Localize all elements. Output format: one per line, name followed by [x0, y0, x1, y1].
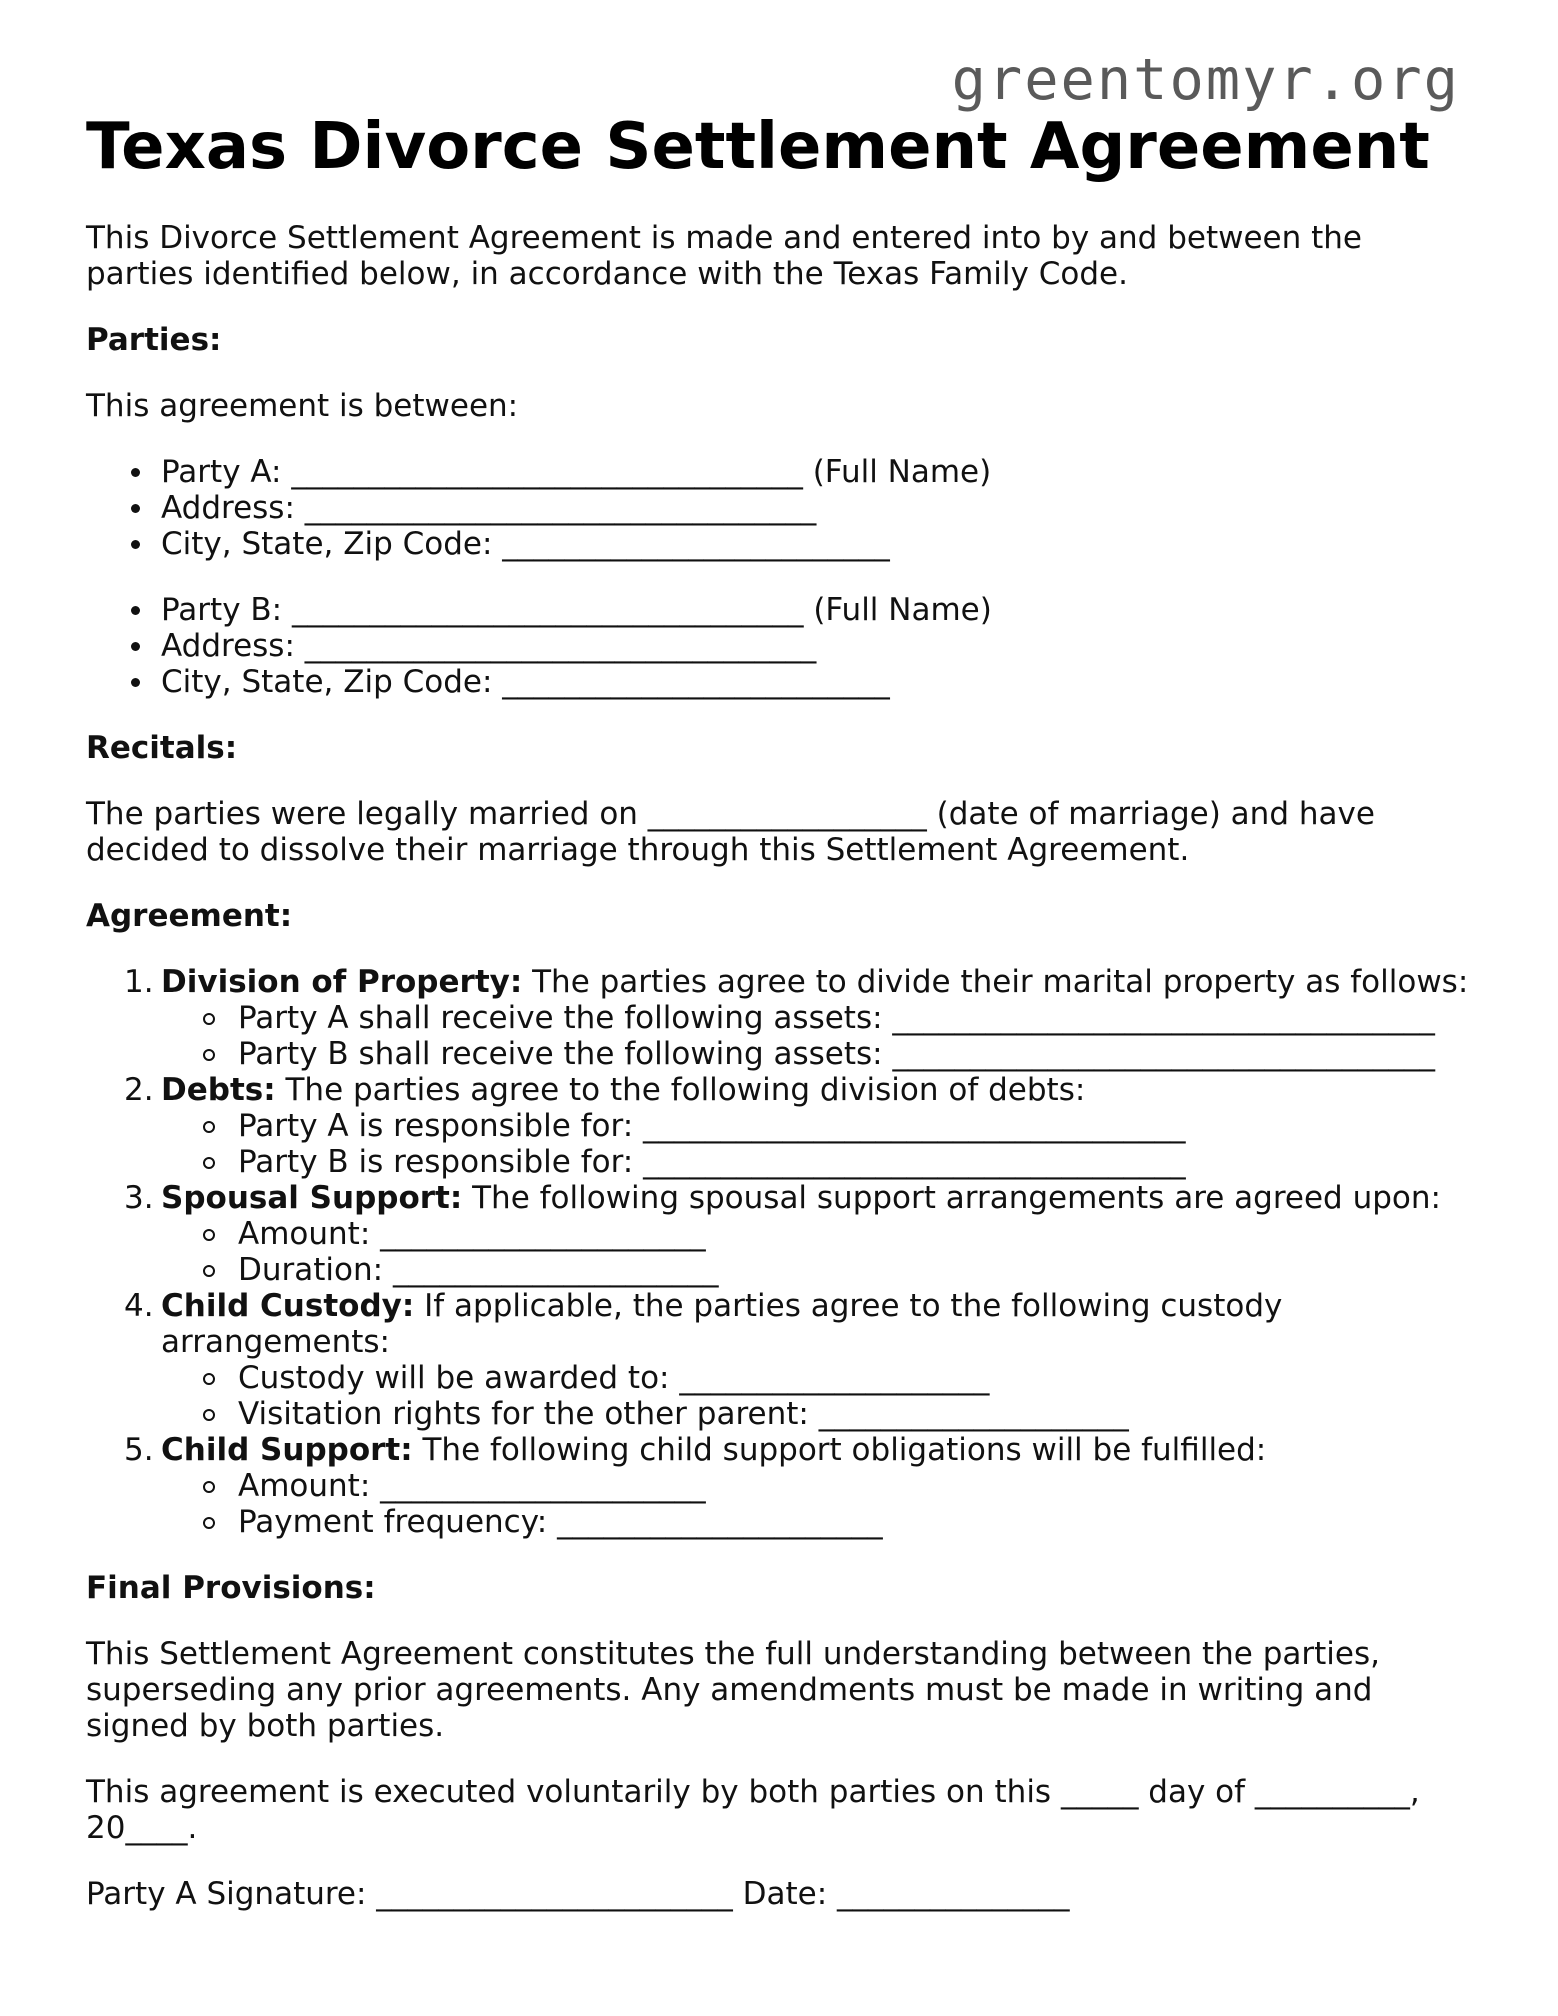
- agreement-item-child-support: [86, 1432, 1476, 1540]
- item-text: If applicable, the parties agree to the following custody arrangements:: [161, 1288, 1283, 1360]
- party-a-list: [86, 454, 1476, 562]
- document-title: Texas Divorce Settlement Agreement: [86, 110, 1430, 184]
- agreement-list: [86, 964, 1476, 1540]
- party-b-list: [86, 592, 1476, 700]
- sub-list: [161, 1468, 1476, 1540]
- item-title: Spousal Support:: [161, 1180, 463, 1216]
- item-number: 4.: [124, 1288, 154, 1324]
- sub-item: Party A shall receive the following assets: ___________________________________: [161, 1000, 1476, 1036]
- agreement-item-child-custody: [86, 1288, 1476, 1432]
- agreement-item-debts: [86, 1072, 1476, 1180]
- sub-item: Party A is responsible for: ___________________________________: [161, 1108, 1476, 1144]
- document-page: [86, 110, 1476, 1942]
- sub-item: Duration: _____________________: [161, 1252, 1476, 1288]
- sub-item: Payment frequency: _____________________: [161, 1504, 1476, 1540]
- party-b-address-line: Address: _________________________________: [86, 628, 1476, 664]
- final-provisions-paragraph: This Settlement Agreement constitutes the full understanding between the parties, superseding any prior agreements. Any amendments must be made in writing and signed by both parties.: [86, 1636, 1380, 1744]
- item-text: The parties agree to the following division of debts:: [275, 1072, 1086, 1108]
- sub-list: [161, 1000, 1476, 1072]
- execution-paragraph: This agreement is executed voluntarily by both parties on this _____ day of __________, 20____.: [86, 1774, 1420, 1846]
- final-provisions-heading: Final Provisions:: [86, 1570, 376, 1606]
- item-number: 5.: [124, 1432, 154, 1468]
- parties-lead: This agreement is between:: [86, 388, 519, 424]
- party-a-city-line: City, State, Zip Code: _________________________: [86, 526, 1476, 562]
- party-a-address-line: Address: _________________________________: [86, 490, 1476, 526]
- item-number: 2.: [124, 1072, 154, 1108]
- item-number: 1.: [124, 964, 154, 1000]
- sub-item: Party B is responsible for: ___________________________________: [161, 1144, 1476, 1180]
- agreement-heading: Agreement:: [86, 898, 293, 934]
- party-b-name-line: Party B: _________________________________ (Full Name): [86, 592, 1476, 628]
- item-title: Child Custody:: [161, 1288, 415, 1324]
- sub-list: [161, 1216, 1476, 1288]
- item-text: The following child support obligations will be fulfilled:: [412, 1432, 1267, 1468]
- sub-item: Amount: _____________________: [161, 1468, 1476, 1504]
- sub-item: Amount: _____________________: [161, 1216, 1476, 1252]
- sub-item: Visitation rights for the other parent: ____________________: [161, 1396, 1476, 1432]
- item-number: 3.: [124, 1180, 154, 1216]
- agreement-item-spousal-support: [86, 1180, 1476, 1288]
- item-title: Child Support:: [161, 1432, 413, 1468]
- sub-list: [161, 1360, 1476, 1432]
- intro-paragraph: This Divorce Settlement Agreement is made and entered into by and between the parties identified below, in accordance with the Texas Family Code.: [86, 220, 1362, 292]
- recitals-paragraph: The parties were legally married on __________________ (date of marriage) and have decided to dissolve their marriage through this Settlement Agreement.: [86, 796, 1375, 868]
- party-a-name-line: Party A: _________________________________ (Full Name): [86, 454, 1476, 490]
- item-text: The parties agree to divide their marital property as follows:: [522, 964, 1469, 1000]
- party-a-signature-line: Party A Signature: _______________________ Date: _______________: [86, 1876, 1070, 1912]
- sub-item: Custody will be awarded to: ____________________: [161, 1360, 1476, 1396]
- party-b-city-line: City, State, Zip Code: _________________________: [86, 664, 1476, 700]
- sub-list: [161, 1108, 1476, 1180]
- agreement-item-property: [86, 964, 1476, 1072]
- watermark: greentomyr.org: [951, 47, 1460, 113]
- item-text: The following spousal support arrangements are agreed upon:: [462, 1180, 1441, 1216]
- recitals-heading: Recitals:: [86, 730, 238, 766]
- parties-heading: Parties:: [86, 322, 222, 358]
- item-title: Debts:: [161, 1072, 276, 1108]
- item-title: Division of Property:: [161, 964, 523, 1000]
- sub-item: Party B shall receive the following assets: ___________________________________: [161, 1036, 1476, 1072]
